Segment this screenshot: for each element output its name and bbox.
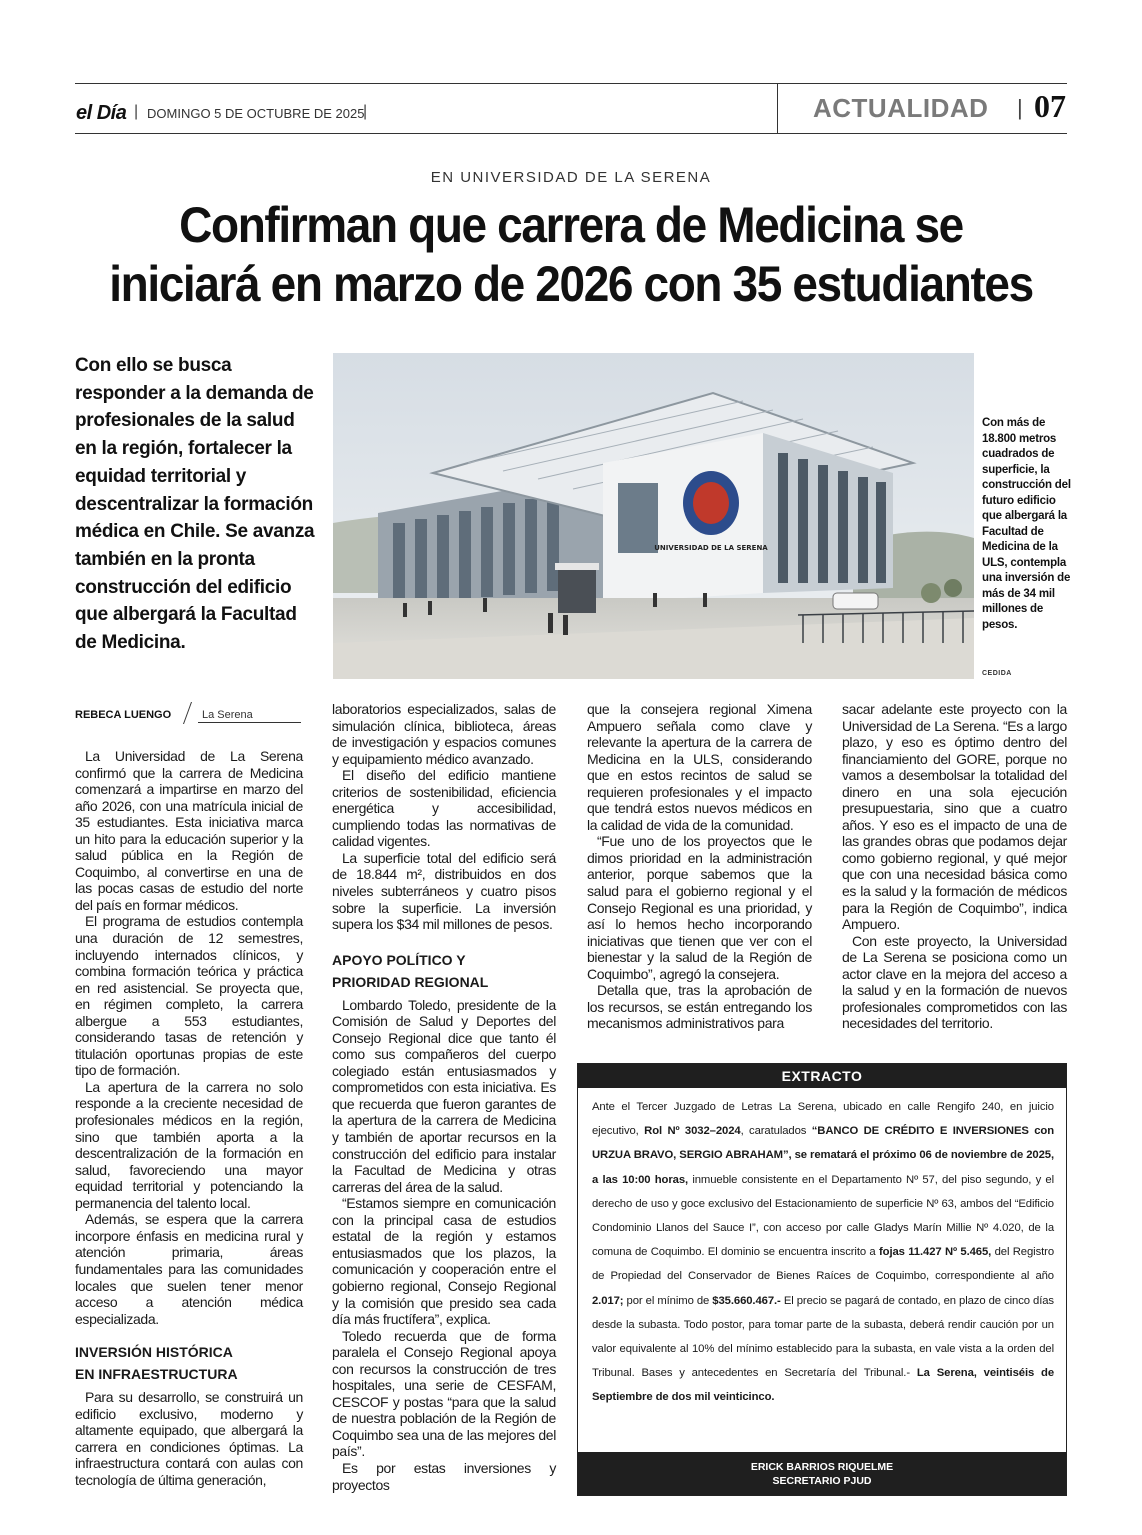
notice-bold: “BANCO DE CRÉDITO E INVERSIONES con URZUA BRAVO, SERGIO ABRAHAM”, se rematará el próximo 06 de noviembre de 2025, a las 10:00 horas, [592, 1125, 1055, 1186]
paragraph: El programa de estudios contempla una duración de 12 semestres, incluyendo internados clínicos, y combina formación teórica y práctica en red asistencial. Se proyecta que, en régimen completo, la carrera albergue a 553 estudiantes, considerando tasas de retención y titulación oportunas propias de este tipo de formación. [75, 913, 303, 1079]
notice-text: inmueble consistente en el Departamento Nº 57, del piso segundo, y el derecho de uso y goce exclusivo del Estacionamiento de superficie Nº 63, ambos del “Edificio Condominio Llanos del Sauce I”, con acceso por calle Gladys Marín Millie Nº 4.020, de la comuna de Coquimbo. El dominio se encuentra inscrito a [592, 1173, 1054, 1259]
notice-bold: La Serena, veintiséis de Septiembre de dos mil veinticinco. [592, 1367, 1055, 1404]
header-bottom-rule [75, 133, 1067, 134]
article-column-1 [75, 748, 303, 1488]
paragraph: Con este proyecto, la Universidad de La Serena se posiciona como un actor clave en la mejora del acceso a la salud y en la formación de nuevos profesionales comprometidos con las necesidades del territorio. [842, 932, 1067, 1032]
notice-bold: Rol Nº 3032–2024 [644, 1125, 741, 1138]
header-divider [777, 83, 778, 134]
legal-notice-title: EXTRACTO [578, 1064, 1066, 1088]
byline-divider [183, 702, 192, 724]
notice-text: Ante el Tercer Juzgado de Letras La Serena, ubicado en calle Rengifo 240, en juicio ejecutivo, [592, 1101, 1054, 1138]
subheading-line: INVERSIÓN HISTÓRICA [75, 1344, 233, 1361]
byline-rule [198, 722, 301, 723]
notice-text: , caratulados [740, 1125, 812, 1138]
paragraph: El diseño del edificio mantiene criterios de sostenibilidad, eficiencia energética y accesibilidad, cumpliendo todas las normativas de calidad vigentes. [332, 767, 556, 850]
subheading-line: PRIORIDAD REGIONAL [332, 973, 489, 990]
paragraph: La apertura de la carrera no solo responde a la creciente necesidad de profesionales médicos en la región, sino que también aporta a la descentralización de la formación en salud, favoreciendo una mayor equidad territorial y potenciando la permanencia del talento local. [75, 1078, 303, 1211]
section-name: ACTUALIDAD [813, 93, 989, 123]
paragraph: La Universidad de La Serena confirmó que la carrera de Medicina comenzará a impartirse en marzo del año 2026, con una matrícula inicial de 35 estudiantes. Esta iniciativa marca un hito para la educación superior y la salud pública en la Región de Coquimbo, al convertirse en una de las pocas casas de estudio del norte del país en formar médicos. [75, 748, 303, 913]
paragraph: laboratorios especializados, salas de simulación clínica, biblioteca, áreas de investigación y espacios comunes y equipamiento médico avanzado. [332, 701, 556, 767]
legal-notice-signature [578, 1452, 1066, 1495]
building-render-photo [333, 353, 974, 679]
paragraph: “Fue uno de los proyectos que le dimos prioridad en la administración anterior, porque sabemos que la salud para el gobierno regional y el Consejo Regional es una prioridad, y así lo hemos hecho incorporando iniciativas que tienen que ver con el bienestar y la salud de la Región de Coquimbo”, agregó la consejera. [587, 833, 812, 982]
notice-bold: fojas 11.427 Nº 5.465, [879, 1246, 992, 1259]
notice-bold: $35.660.467.- [712, 1294, 781, 1307]
signer-title: SECRETARIO PJUD [772, 1475, 872, 1487]
article-kicker: EN UNIVERSIDAD DE LA SERENA [430, 169, 712, 186]
notice-bold: 2.017; [592, 1294, 624, 1307]
legal-notice-box [577, 1063, 1067, 1496]
photo-caption: Con más de 18.800 metros cuadrados de superficie, la construcción del futuro edificio que albergará la Facultad de Medicina de la ULS, contempla una inversión de más de 34 mil millones de pesos. [982, 417, 1071, 631]
article-column-3 [587, 701, 812, 1032]
issue-date: DOMINGO 5 DE OCTUBRE DE 2025 [147, 106, 365, 121]
article-column-2 [332, 701, 556, 1493]
header-separator: | [134, 103, 139, 120]
photo-credit: CEDIDA [982, 670, 1012, 677]
subheading [75, 1341, 303, 1385]
photo-sign-text: UNIVERSIDAD DE LA SERENA [654, 544, 768, 552]
paragraph: Es por estas inversiones y proyectos [332, 1459, 556, 1493]
article-column-4 [842, 701, 1067, 1032]
paragraph: que la consejera regional Ximena Ampuero señala como clave y relevante la apertura de la carrera de Medicina en la ULS, considerando que en estos recintos de salud se requieren profesionales y el impacto que tendrá estos nuevos médicos en la calidad de vida de la comunidad. [587, 701, 812, 833]
notice-text: del Registro de Propiedad del Conservador de Bienes Raíces de Coquimbo, correspondiente al año [592, 1246, 1055, 1283]
dateline-location: La Serena [202, 709, 253, 721]
paragraph: Para su desarrollo, se construirá un edificio exclusivo, moderno y altamente equipado, que albergará la carrera en condiciones óptimas. La infraestructura contará con aulas con tecnología de última generación, [75, 1389, 303, 1488]
legal-notice-body [592, 1095, 1054, 1410]
header-top-rule [75, 83, 1067, 84]
article-lead: Con ello se busca responder a la demanda de profesionales de la salud en la región, fortalecer la equidad territorial y descentralizar la formación médica en Chile. Se avanza también en la pronta construcción del edificio que albergará la Facultad de Medicina. [75, 355, 315, 654]
title-line-2: iniciará en marzo de 2026 con 35 estudiantes [109, 256, 1033, 312]
subheading [332, 949, 556, 993]
author-name: REBECA LUENGO [75, 709, 172, 721]
paragraph: sacar adelante este proyecto con la Universidad de La Serena. “Es a largo plazo, y eso es óptimo dentro del financiamiento del GORE, porque no vamos a desembolsar la totalidad del dinero en una sola ejecución presupuestaria, sino que a cuatro años. Y eso es el impacto de una de las grandes obras que podamos dejar como gobierno regional, y qué mejor que con una necesidad básica como es la salud y la formación de médicos para la Región de Coquimbo”, indica Ampuero. [842, 701, 1067, 933]
paragraph: Lombardo Toledo, presidente de la Comisión de Salud y Deportes del Consejo Regional dice que tanto él como sus compañeros del cuerpo colegiado están entusiasmados y comprometidos con esta iniciativa. Es que recuerda que fueron garantes de la apertura de la carrera de Medicina y también de aportar recursos en la construcción del edificio para instalar la Facultad de Medicina y otras carreras del área de la salud. [332, 996, 556, 1195]
notice-text: El precio se pagará de contado, en plazo de cinco días desde la subasta. Todo postor, para tomar parte de la subasta, deberá rendir caución por un valor equivalente al 10% del mínimo establecido para la subasta, en vale vista a la orden del Tribunal. Bases y antecedentes en Secretaría del Tribunal.- [592, 1294, 1054, 1380]
paragraph: “Estamos siempre en comunicación con la principal casa de estudios estatal de la región y estamos entusiasmados que los plazos, la comunicación y cooperación entre el gobierno regional, Consejo Regional y la comisión que presido sea cada día más fructífera”, explica. [332, 1195, 556, 1328]
article-title [82, 196, 1059, 314]
newspaper-logo: el Día [76, 102, 127, 124]
paragraph: Detalla que, tras la aprobación de los recursos, se están entregando los mecanismos administrativos para [587, 982, 812, 1032]
paragraph: Además, se espera que la carrera incorpore énfasis en medicina rural y atención primaria, áreas fundamentales para las comunidades locales que suelen tener menor acceso a atención médica especializada. [75, 1211, 303, 1327]
paragraph: Toledo recuerda que de forma paralela el Consejo Regional apoya con recursos la construcción de tres hospitales, una serie de CESFAM, CESCOF y postas “para que la salud de nuestra población de la Región de Coquimbo sea una de las mejores del país”. [332, 1327, 556, 1460]
page-number: 07 [1034, 88, 1066, 124]
subheading-line: APOYO POLÍTICO Y [332, 951, 466, 968]
subheading-line: EN INFRAESTRUCTURA [75, 1366, 238, 1383]
title-line-1: Confirman que carrera de Medicina se [179, 197, 963, 253]
paragraph: La superficie total del edificio será de 18.844 m², distribuidos en dos niveles subterráneos y cuatro pisos sobre la superficie. La inversión supera los $34 mil millones de pesos. [332, 849, 556, 933]
header-separator: | [1017, 95, 1023, 120]
signer-name: ERICK BARRIOS RIQUELME [750, 1461, 894, 1473]
header-separator: | [363, 103, 368, 120]
notice-text: por el mínimo de [623, 1294, 713, 1307]
